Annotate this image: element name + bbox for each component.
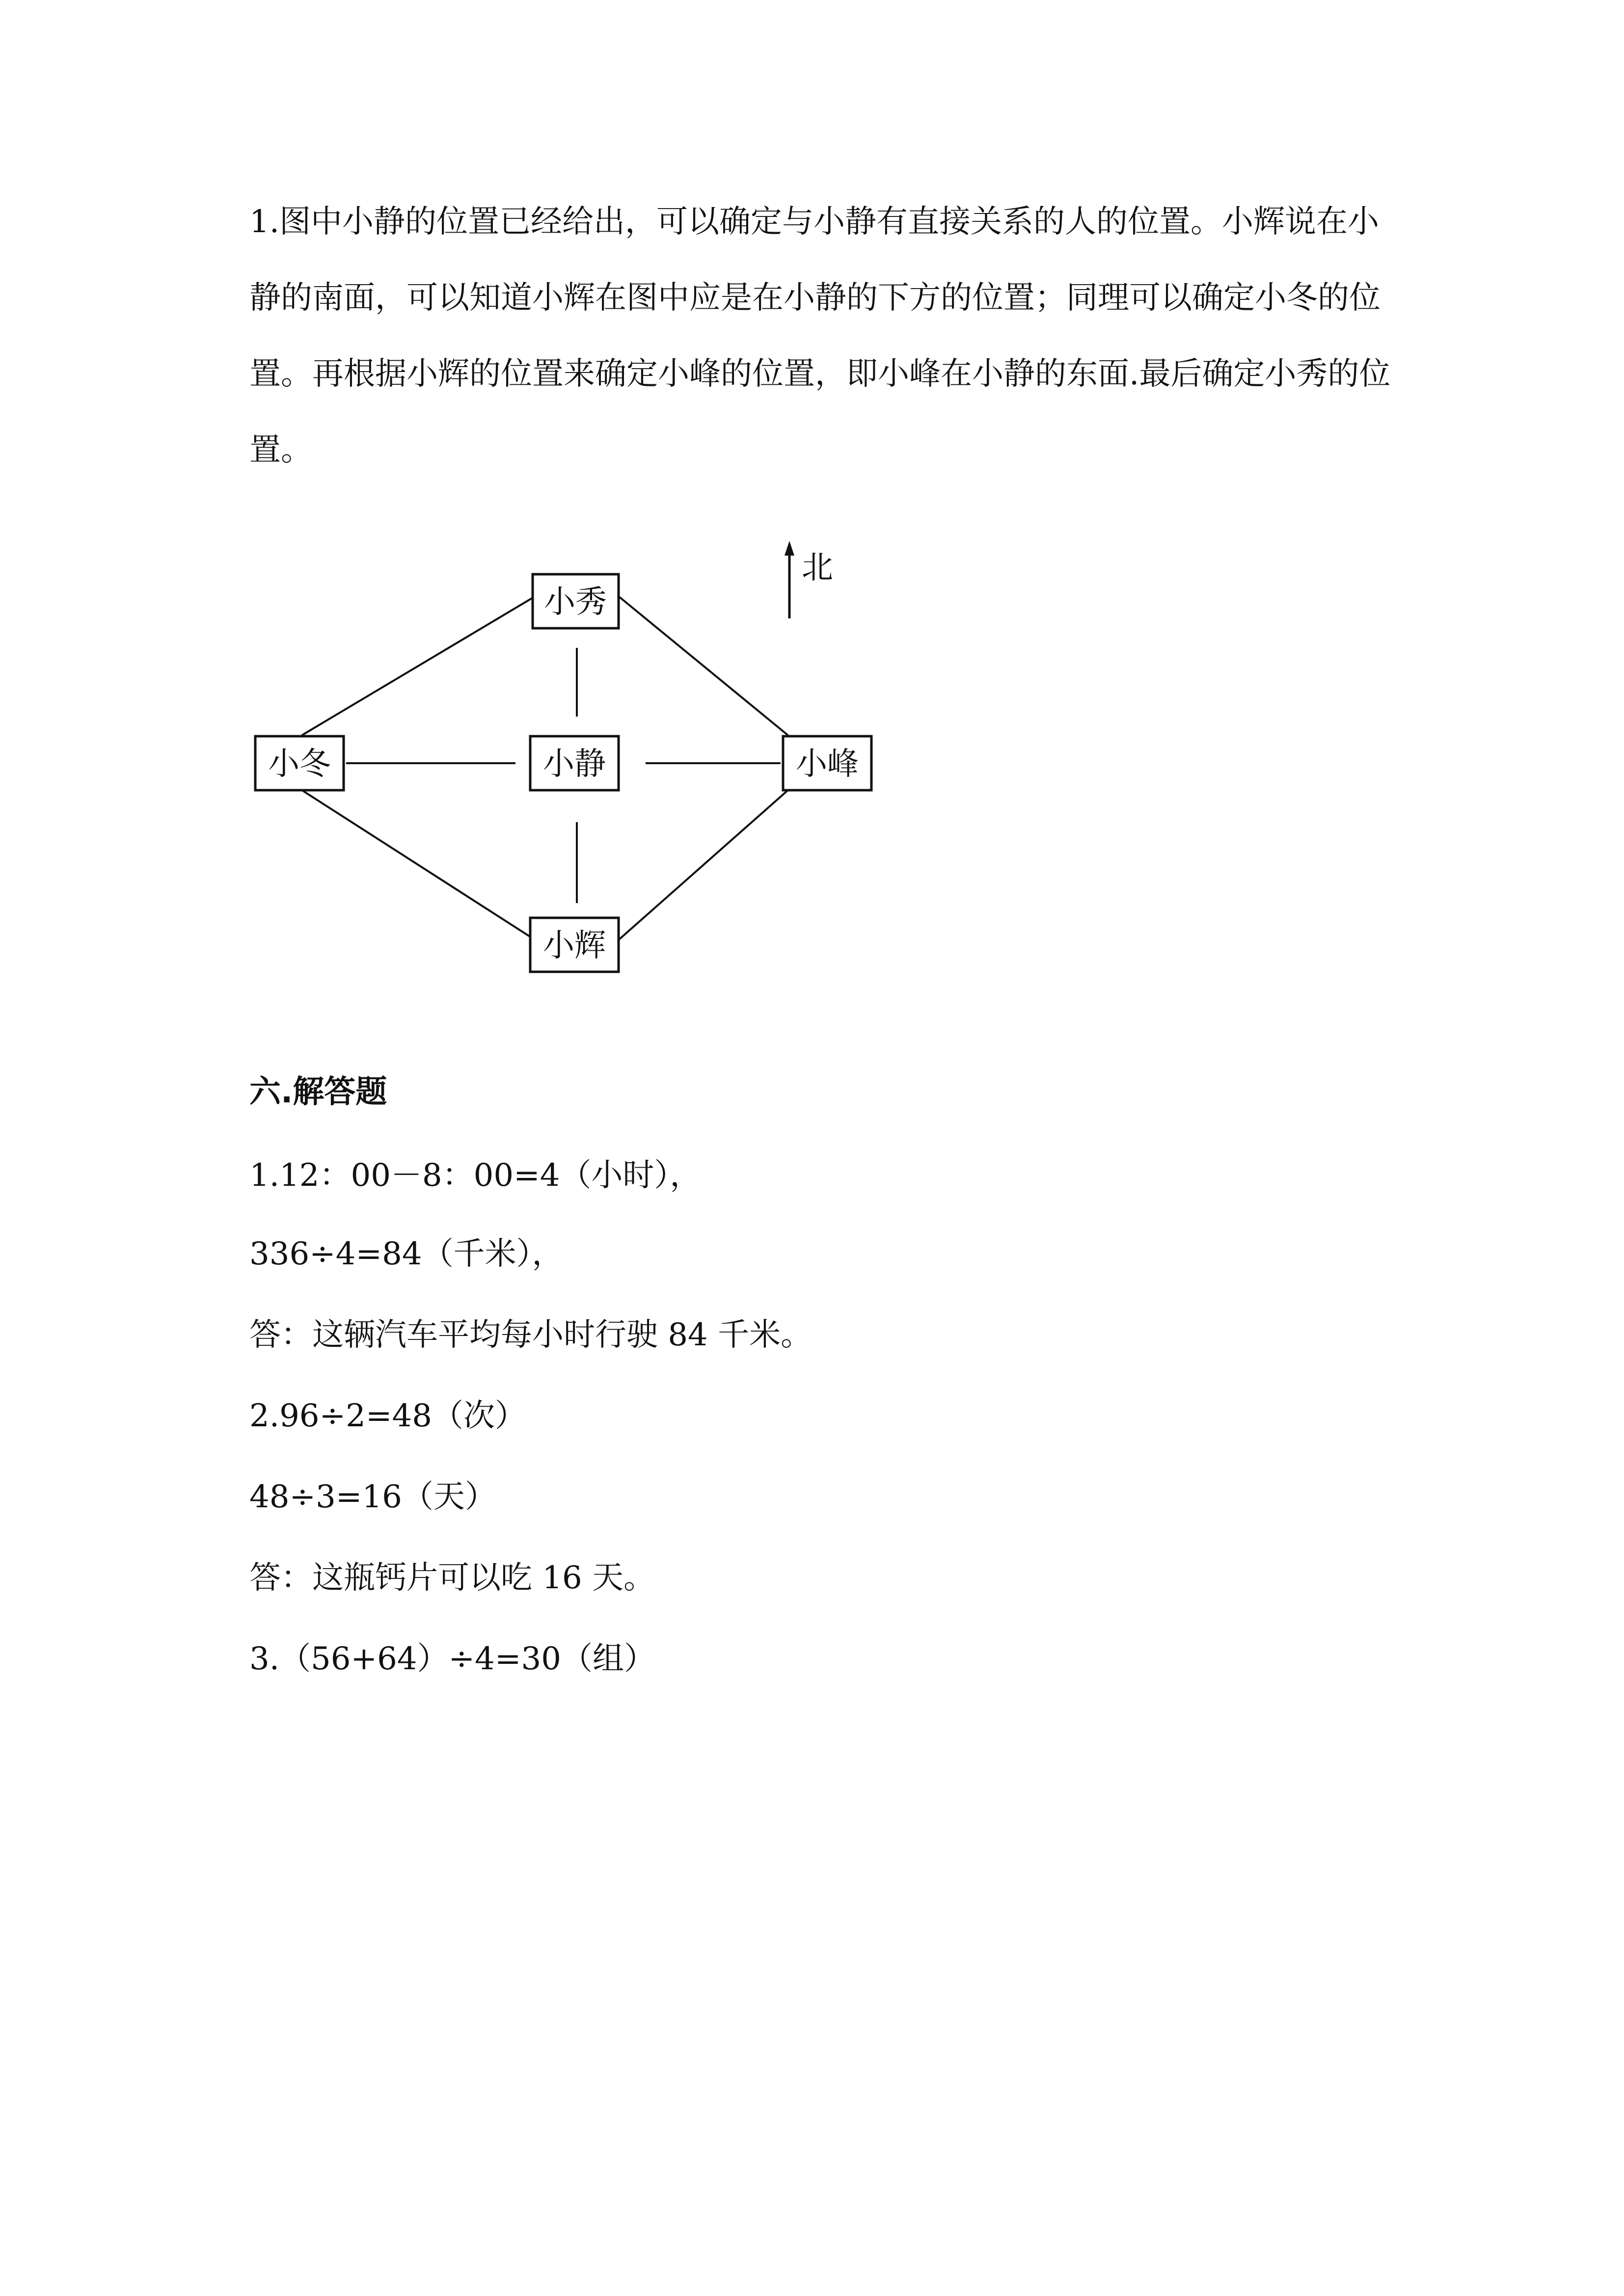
- edge-top-left: [302, 596, 535, 735]
- node-center: [530, 736, 619, 790]
- answer-line: 48÷3=16（天）: [249, 1479, 496, 1515]
- node-bottom: [530, 918, 619, 972]
- position-diagram: [241, 530, 879, 987]
- node-right-label: 小峰: [796, 746, 859, 782]
- answer-line: 1.12：00－8：00=4（小时），: [249, 1157, 702, 1194]
- section-title: 六.解答题: [249, 1074, 387, 1110]
- answer-line: 答：这辆汽车平均每小时行驶 84 千米。: [249, 1317, 812, 1353]
- edge-left-bottom: [302, 790, 535, 940]
- node-center-label: 小静: [543, 746, 606, 782]
- edge-right-bottom: [619, 790, 788, 940]
- answer-line: 2.96÷2=48（次）: [249, 1398, 526, 1434]
- answer-line: 3.（56+64）÷4=30（组）: [249, 1641, 655, 1677]
- answer-line: 答：这瓶钙片可以吃 16 天。: [249, 1560, 655, 1596]
- explanation-paragraph: 1.图中小静的位置已经给出，可以确定与小静有直接关系的人的位置。小辉说在小静的南面，可以知道小辉在图中应是在小静的下方的位置；同理可以确定小冬的位置。再根据小辉的位置来确定小峰的位置，即小峰在小静的东面.最后确定小秀的位置。: [249, 204, 1391, 468]
- node-left: [255, 736, 344, 790]
- node-top-label: 小秀: [544, 584, 607, 620]
- north-label: 北: [802, 550, 833, 586]
- node-left-label: 小冬: [268, 746, 331, 782]
- node-right: [783, 736, 871, 790]
- answer-line: 336÷4=84（千米），: [249, 1236, 564, 1272]
- node-top: [533, 574, 619, 628]
- node-bottom-label: 小辉: [543, 928, 606, 964]
- edge-top-right: [619, 596, 788, 735]
